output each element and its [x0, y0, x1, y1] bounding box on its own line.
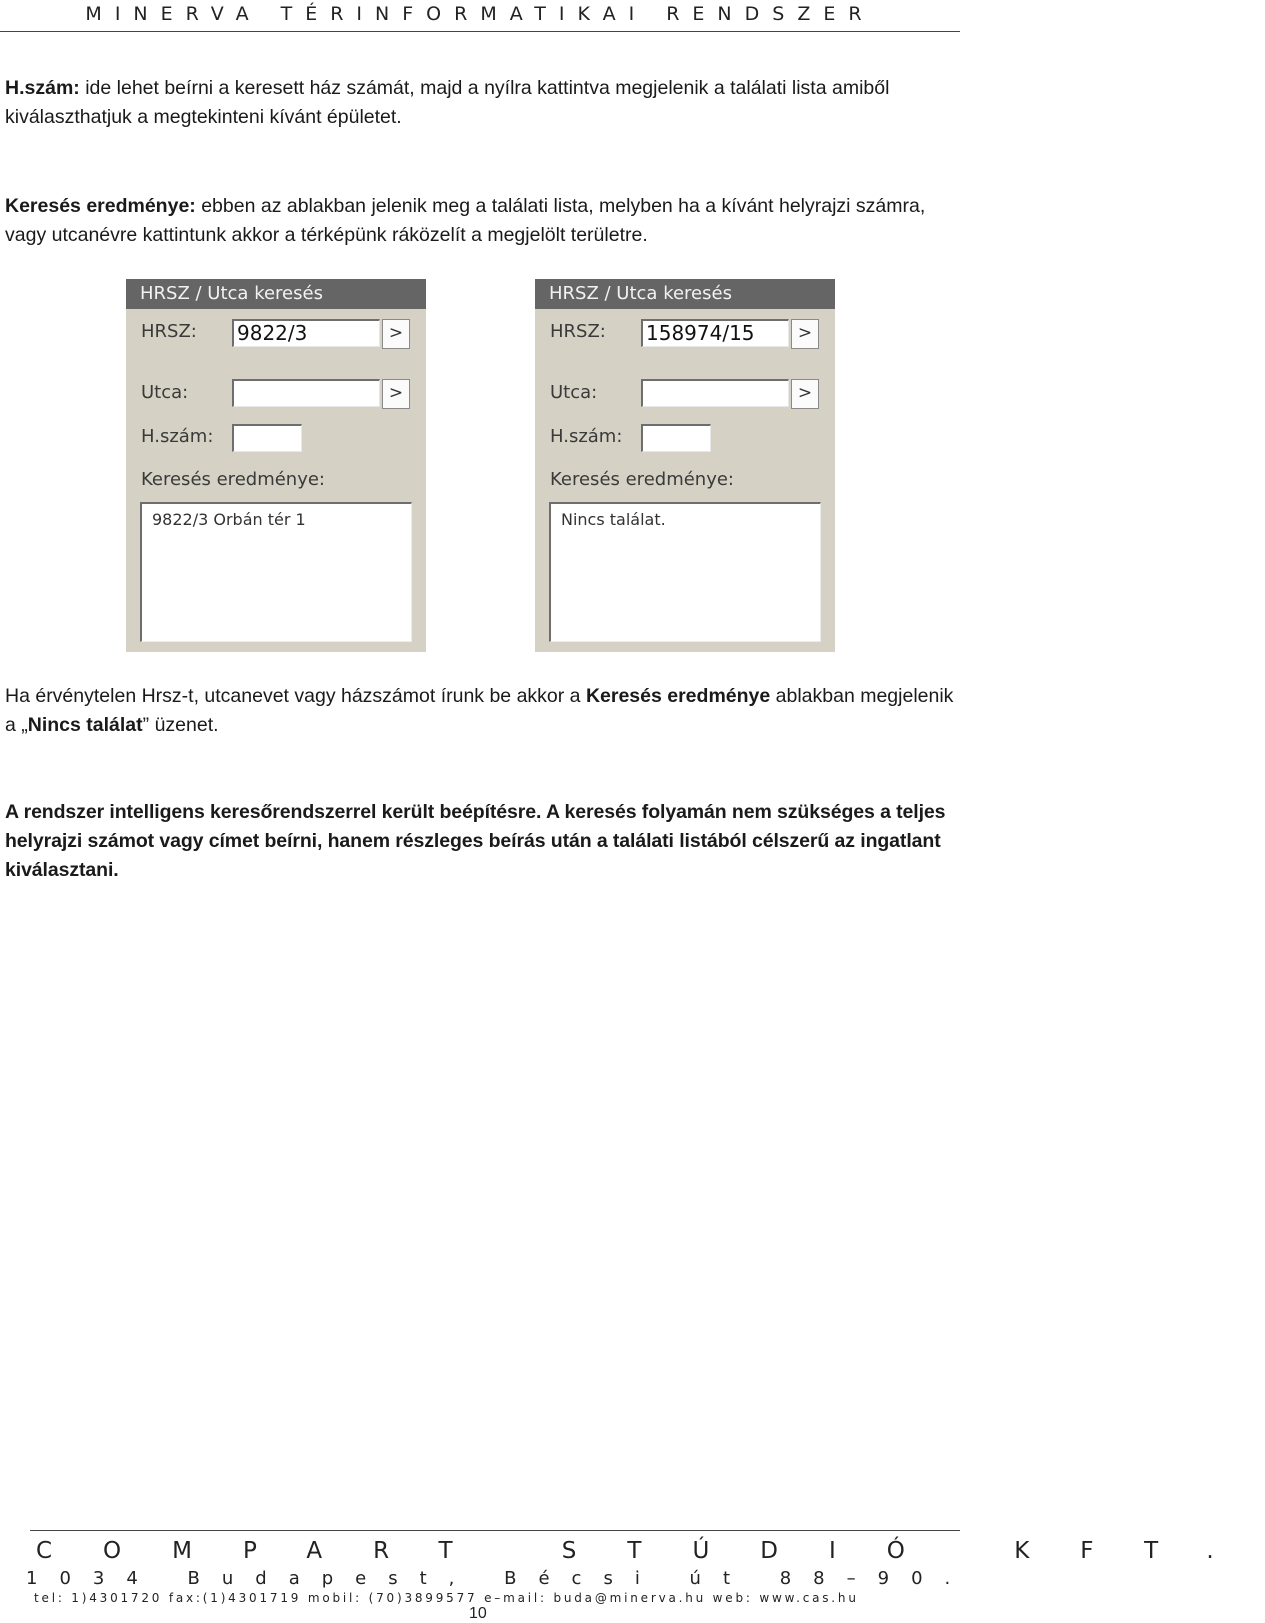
hszam-label: H.szám:	[550, 426, 623, 447]
paragraph-intelligent-search: A rendszer intelligens keresőrendszerrel került beépítésre. A keresés folyamán nem szükséges a teljes helyrajzi számot vagy címet beírni, hanem részleges beírás után a találati listából célszerű az ingatlant kiválasztani.	[5, 801, 946, 881]
footer-contact: tel: 1)4301720 fax:(1)4301719 mobil: (70)3899577 e–mail: buda@minerva.hu web: www.cas.hu	[34, 1591, 859, 1605]
paragraph-hszam-text: ide lehet beírni a keresett ház számát, majd a nyílra kattintva megjelenik a találati lista amiből kiválaszthatjuk a megtekinteni kívánt épületet.	[5, 77, 890, 128]
term-result: Keresés eredménye:	[5, 195, 196, 217]
hszam-label: H.szám:	[141, 426, 214, 447]
paragraph-invalid-text-1: Ha érvénytelen Hrsz-t, utcanevet vagy házszámot írunk be akkor a	[5, 685, 586, 707]
hrsz-label: HRSZ:	[550, 321, 606, 342]
paragraph-invalid-input	[5, 682, 955, 740]
paragraph-hszam	[5, 74, 955, 132]
utca-go-arrow-icon[interactable]: >	[382, 379, 410, 409]
paragraph-result	[5, 192, 955, 250]
panel-title: HRSZ / Utca keresés	[535, 279, 835, 309]
search-panel-right	[535, 279, 835, 652]
footer-company: COMPART STÚDIÓ KFT.	[36, 1538, 1265, 1564]
paragraph-invalid-text-2: ablakban megjelenik a „	[5, 685, 954, 736]
utca-go-arrow-icon[interactable]: >	[791, 379, 819, 409]
header-divider	[0, 31, 960, 32]
utca-input[interactable]	[232, 379, 380, 407]
paragraph-result-text: ebben az ablakban jelenik meg a találati lista, melyben ha a kívánt helyrajzi számra, vagy utcanévre kattintunk akkor a térképünk ráközelít a megjelölt területre.	[5, 195, 926, 246]
hrsz-input[interactable]: 158974/15	[641, 319, 789, 347]
hrsz-go-arrow-icon[interactable]: >	[791, 319, 819, 349]
footer-divider	[30, 1530, 960, 1531]
result-list[interactable]	[549, 502, 821, 642]
hrsz-input[interactable]: 9822/3	[232, 319, 380, 347]
utca-label: Utca:	[550, 382, 598, 403]
hrsz-label: HRSZ:	[141, 321, 197, 342]
result-label: Keresés eredménye:	[141, 469, 325, 490]
hszam-input[interactable]	[232, 424, 302, 452]
search-panel-left	[126, 279, 426, 652]
result-label: Keresés eredménye:	[550, 469, 734, 490]
term-result-window: Keresés eredménye	[585, 685, 771, 707]
hszam-input[interactable]	[641, 424, 711, 452]
paragraph-invalid-text-3: ” üzenet.	[142, 714, 219, 736]
page-header-title: MINERVA TÉRINFORMATIKAI RENDSZER	[85, 3, 875, 25]
panel-title: HRSZ / Utca keresés	[126, 279, 426, 309]
footer-address: 1034 Budapest, Bécsi út 88–90.	[26, 1568, 973, 1589]
utca-input[interactable]	[641, 379, 789, 407]
term-hszam: H.szám:	[5, 77, 80, 99]
term-no-result: Nincs találat	[27, 714, 143, 736]
result-item[interactable]: 9822/3 Orbán tér 1	[152, 510, 306, 529]
utca-label: Utca:	[141, 382, 189, 403]
page-number: 10	[469, 1605, 487, 1622]
hrsz-go-arrow-icon[interactable]: >	[382, 319, 410, 349]
no-result-message: Nincs találat.	[561, 510, 666, 529]
result-list[interactable]	[140, 502, 412, 642]
